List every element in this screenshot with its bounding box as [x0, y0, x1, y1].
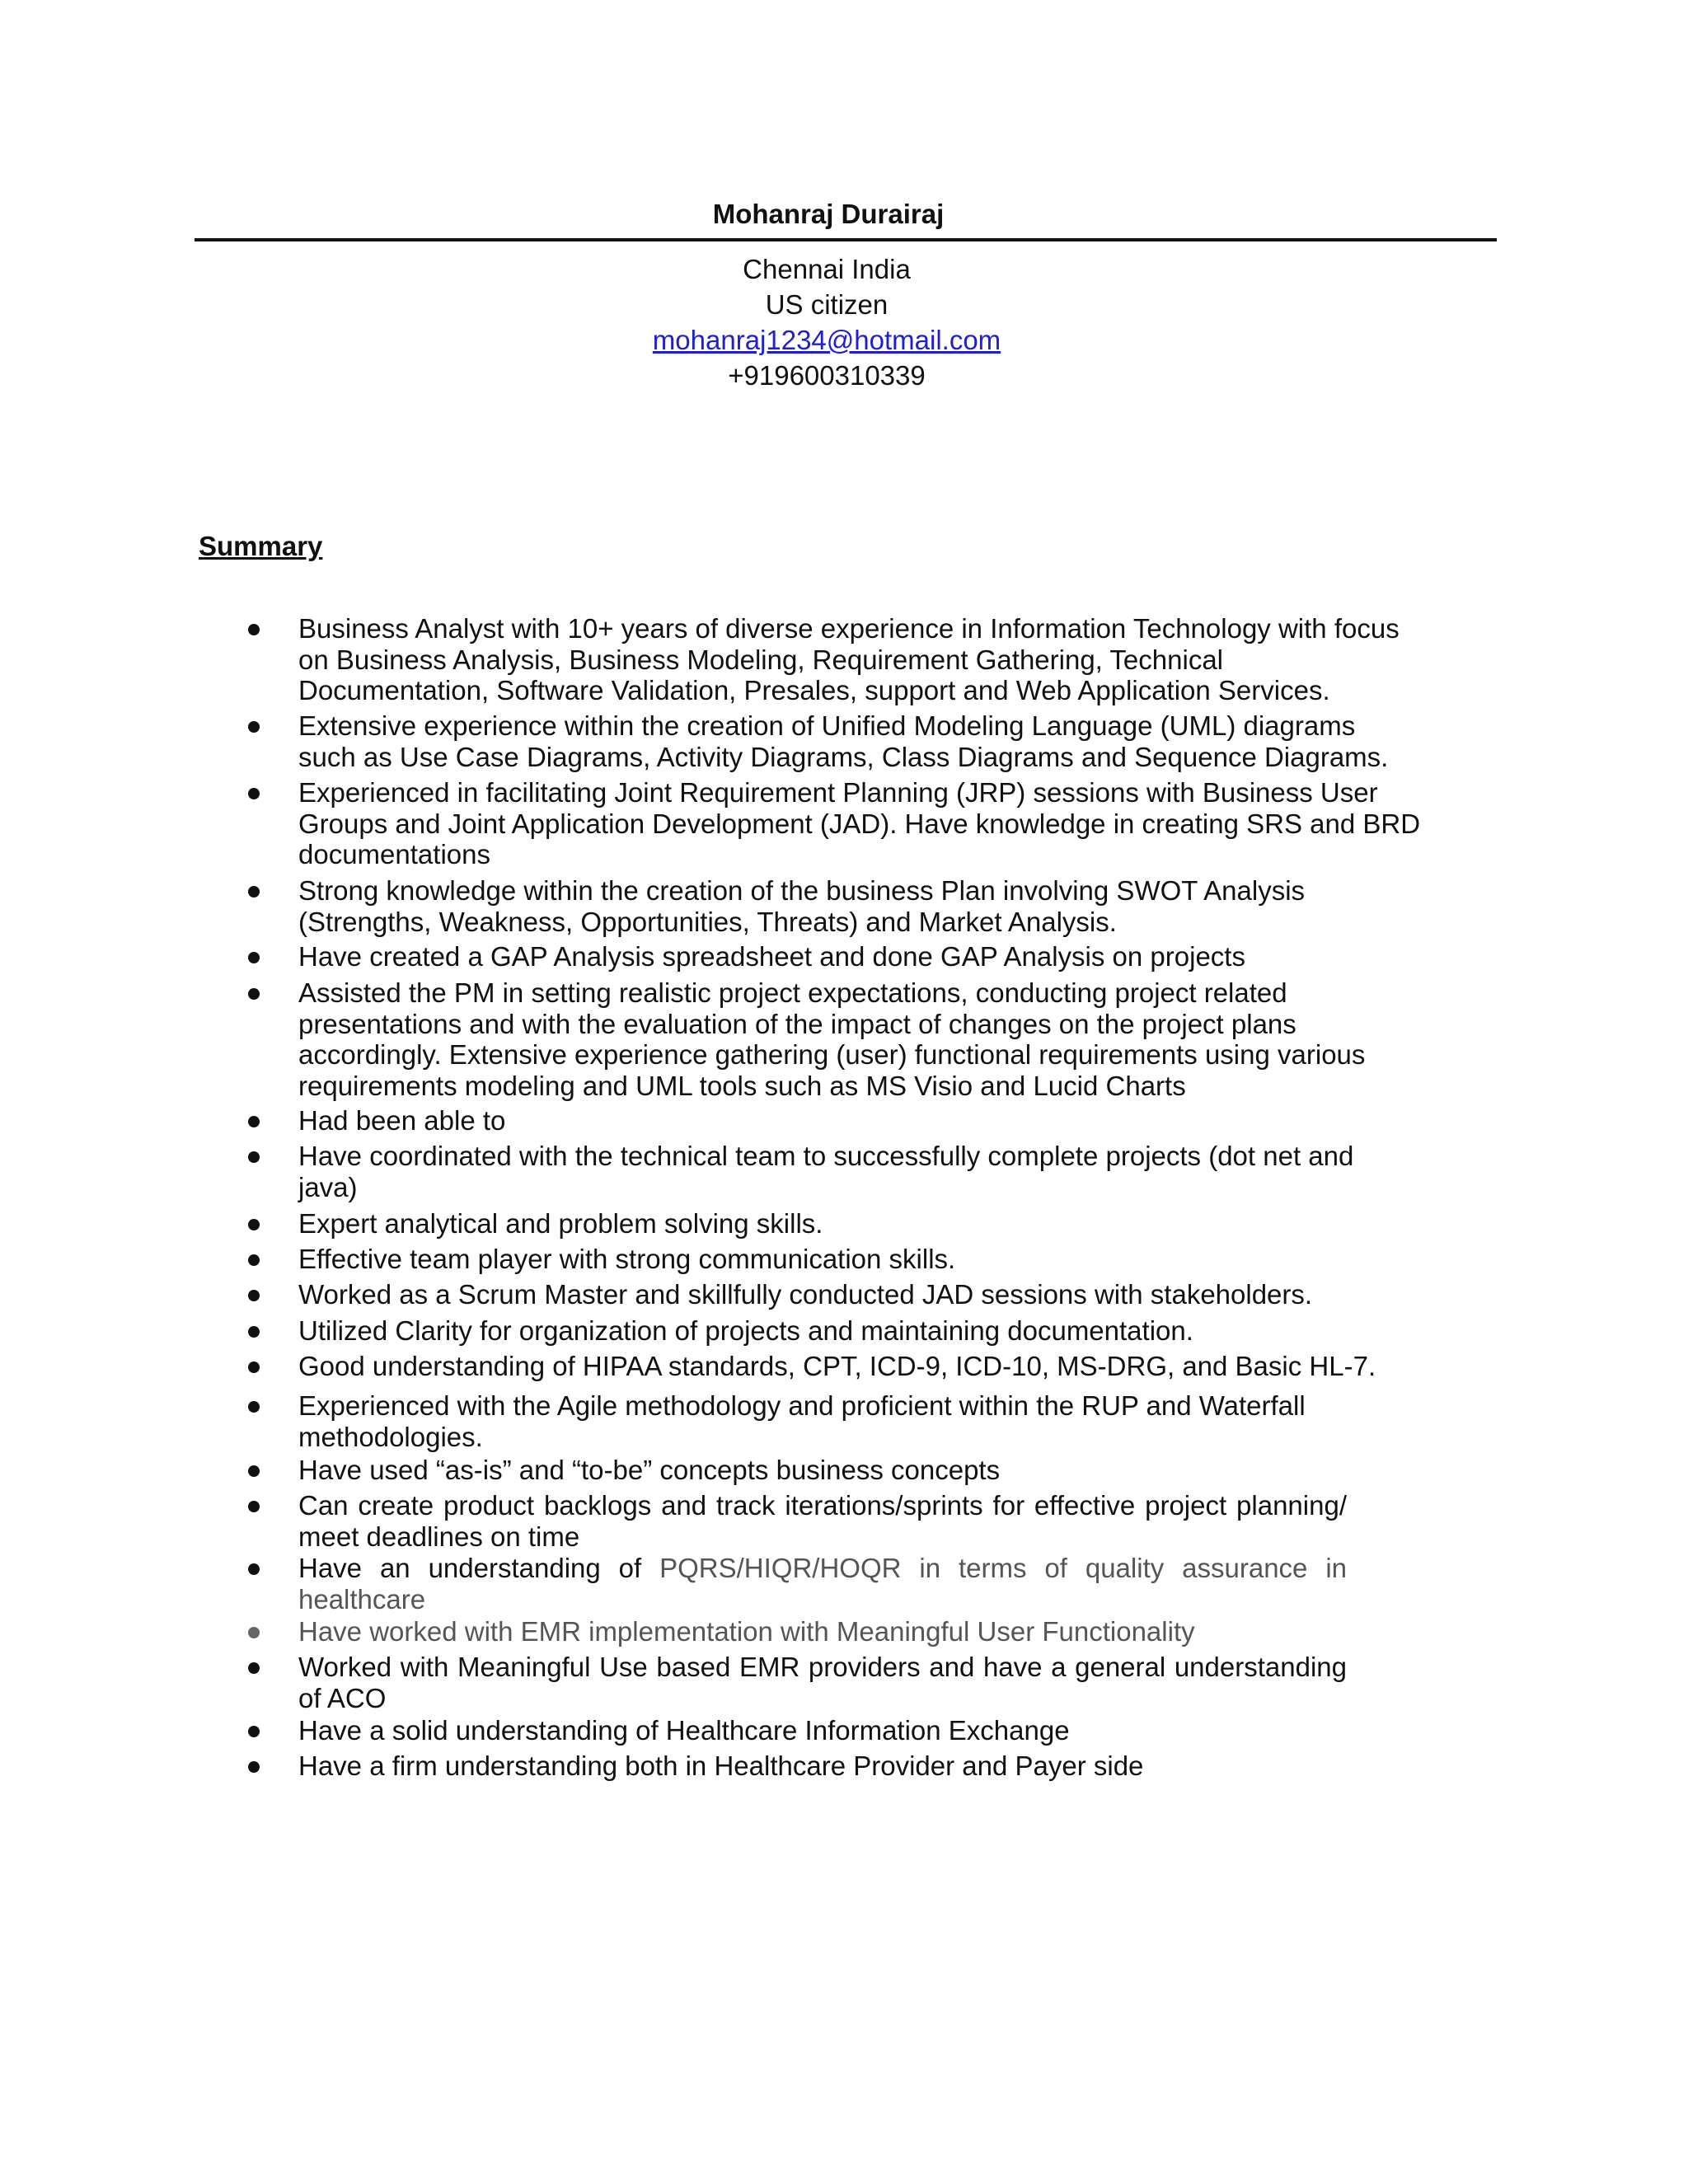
bullet-icon [248, 1501, 260, 1512]
list-item-text: Strong knowledge within the creation of the business Plan involving SWOT Analysis (Strengths, Weakness, Opportunities, Threats) and Market Analysis. [298, 875, 1306, 937]
bullet-icon [248, 1219, 260, 1230]
bullet-icon [248, 1290, 260, 1301]
list-item-text: Have coordinated with the technical team to successfully complete projects (dot net and java) [298, 1141, 1354, 1202]
list-item-text: Have created a GAP Analysis spreadsheet and done GAP Analysis on projects [298, 941, 1245, 972]
location: Chennai India [743, 254, 911, 284]
bullet-icon [248, 988, 260, 1000]
list-item-text: Extensive experience within the creation of Unified Modeling Language (UML) diagrams such as Use Case Diagrams, Activity Diagrams, Class Diagrams and Sequence Diagrams. [298, 710, 1389, 772]
list-item-text: Have a solid understanding of Healthcare Information Exchange [298, 1715, 1070, 1746]
list-item-text: Effective team player with strong communication skills. [298, 1244, 956, 1274]
list-item-text: Assisted the PM in setting realistic project expectations, conducting project related presentations and with the evaluation of the impact of changes on the project plans accordingly. Extensive experience gathering (user) functional requirements using various requirements modeling and UML tools such as MS Visio and Lucid Charts [298, 977, 1366, 1101]
bullet-icon [248, 952, 260, 963]
bullet-icon [248, 1761, 260, 1773]
list-item-text: Experienced in facilitating Joint Requirement Planning (JRP) sessions with Business User Groups and Joint Application Development (JAD). Have knowledge in creating SRS and BRD documentations [298, 777, 1421, 869]
bullet-icon [248, 886, 260, 898]
bullet-icon [248, 1563, 260, 1575]
candidate-name: Mohanraj Durairaj [712, 199, 945, 229]
bullet-icon [248, 1662, 260, 1674]
bullet-icon [248, 1116, 260, 1127]
bullet-icon [248, 1254, 260, 1266]
bullet-icon [248, 1465, 260, 1477]
bullet-icon [248, 1627, 260, 1638]
list-item-text: Business Analyst with 10+ years of diverse experience in Information Technology with focus on Business Analysis, Business Modeling, Requirement Gathering, Technical Documentation, Software Validation, Presales, support and Web Application Services. [298, 613, 1400, 705]
bullet-icon [248, 1361, 260, 1373]
list-item-text: Have used “as-is” and “to-be” concepts business concepts [298, 1455, 1001, 1485]
list-item-text: Worked as a Scrum Master and skillfully conducted JAD sessions with stakeholders. [298, 1279, 1313, 1310]
list-item-text: Worked with Meaningful Use based EMR providers and have a general understanding of ACO [298, 1652, 1347, 1713]
bullet-icon [248, 1151, 260, 1163]
list-item-text: Experienced with the Agile methodology and proficient within the RUP and Waterfall methodologies. [298, 1390, 1306, 1452]
list-item-text: Have a firm understanding both in Healthcare Provider and Payer side [298, 1750, 1144, 1781]
list-item-text-grey: PQRS/HIQR/HOQR in terms of quality assurance in healthcare [298, 1553, 1348, 1615]
bullet-icon [248, 788, 260, 799]
list-item-text: Have worked with EMR implementation with Meaningful User Functionality [298, 1616, 1195, 1647]
bullet-icon [248, 624, 260, 635]
list-item-text: Utilized Clarity for organization of projects and maintaining documentation. [298, 1315, 1193, 1346]
list-item-text: Good understanding of HIPAA standards, CPT, ICD-9, ICD-10, MS-DRG, and Basic HL-7. [298, 1351, 1376, 1381]
list-item-text: Had been able to [298, 1105, 506, 1136]
list-item-text [298, 1553, 1347, 1615]
list-item-text: Expert analytical and problem solving skills. [298, 1208, 823, 1239]
bullet-icon [248, 721, 260, 733]
phone-number: +919600310339 [728, 360, 926, 391]
email-link[interactable]: mohanraj1234@hotmail.com [652, 325, 1001, 355]
bullet-icon [248, 1326, 260, 1338]
citizenship: US citizen [765, 289, 889, 320]
summary-heading: Summary [199, 531, 323, 561]
list-item-text: Can create product backlogs and track iterations/sprints for effective project planning/ meet deadlines on time [298, 1490, 1347, 1552]
bullet-icon [248, 1401, 260, 1413]
bullet-icon [248, 1726, 260, 1737]
list-item-text-main: Have an understanding of [298, 1553, 660, 1583]
